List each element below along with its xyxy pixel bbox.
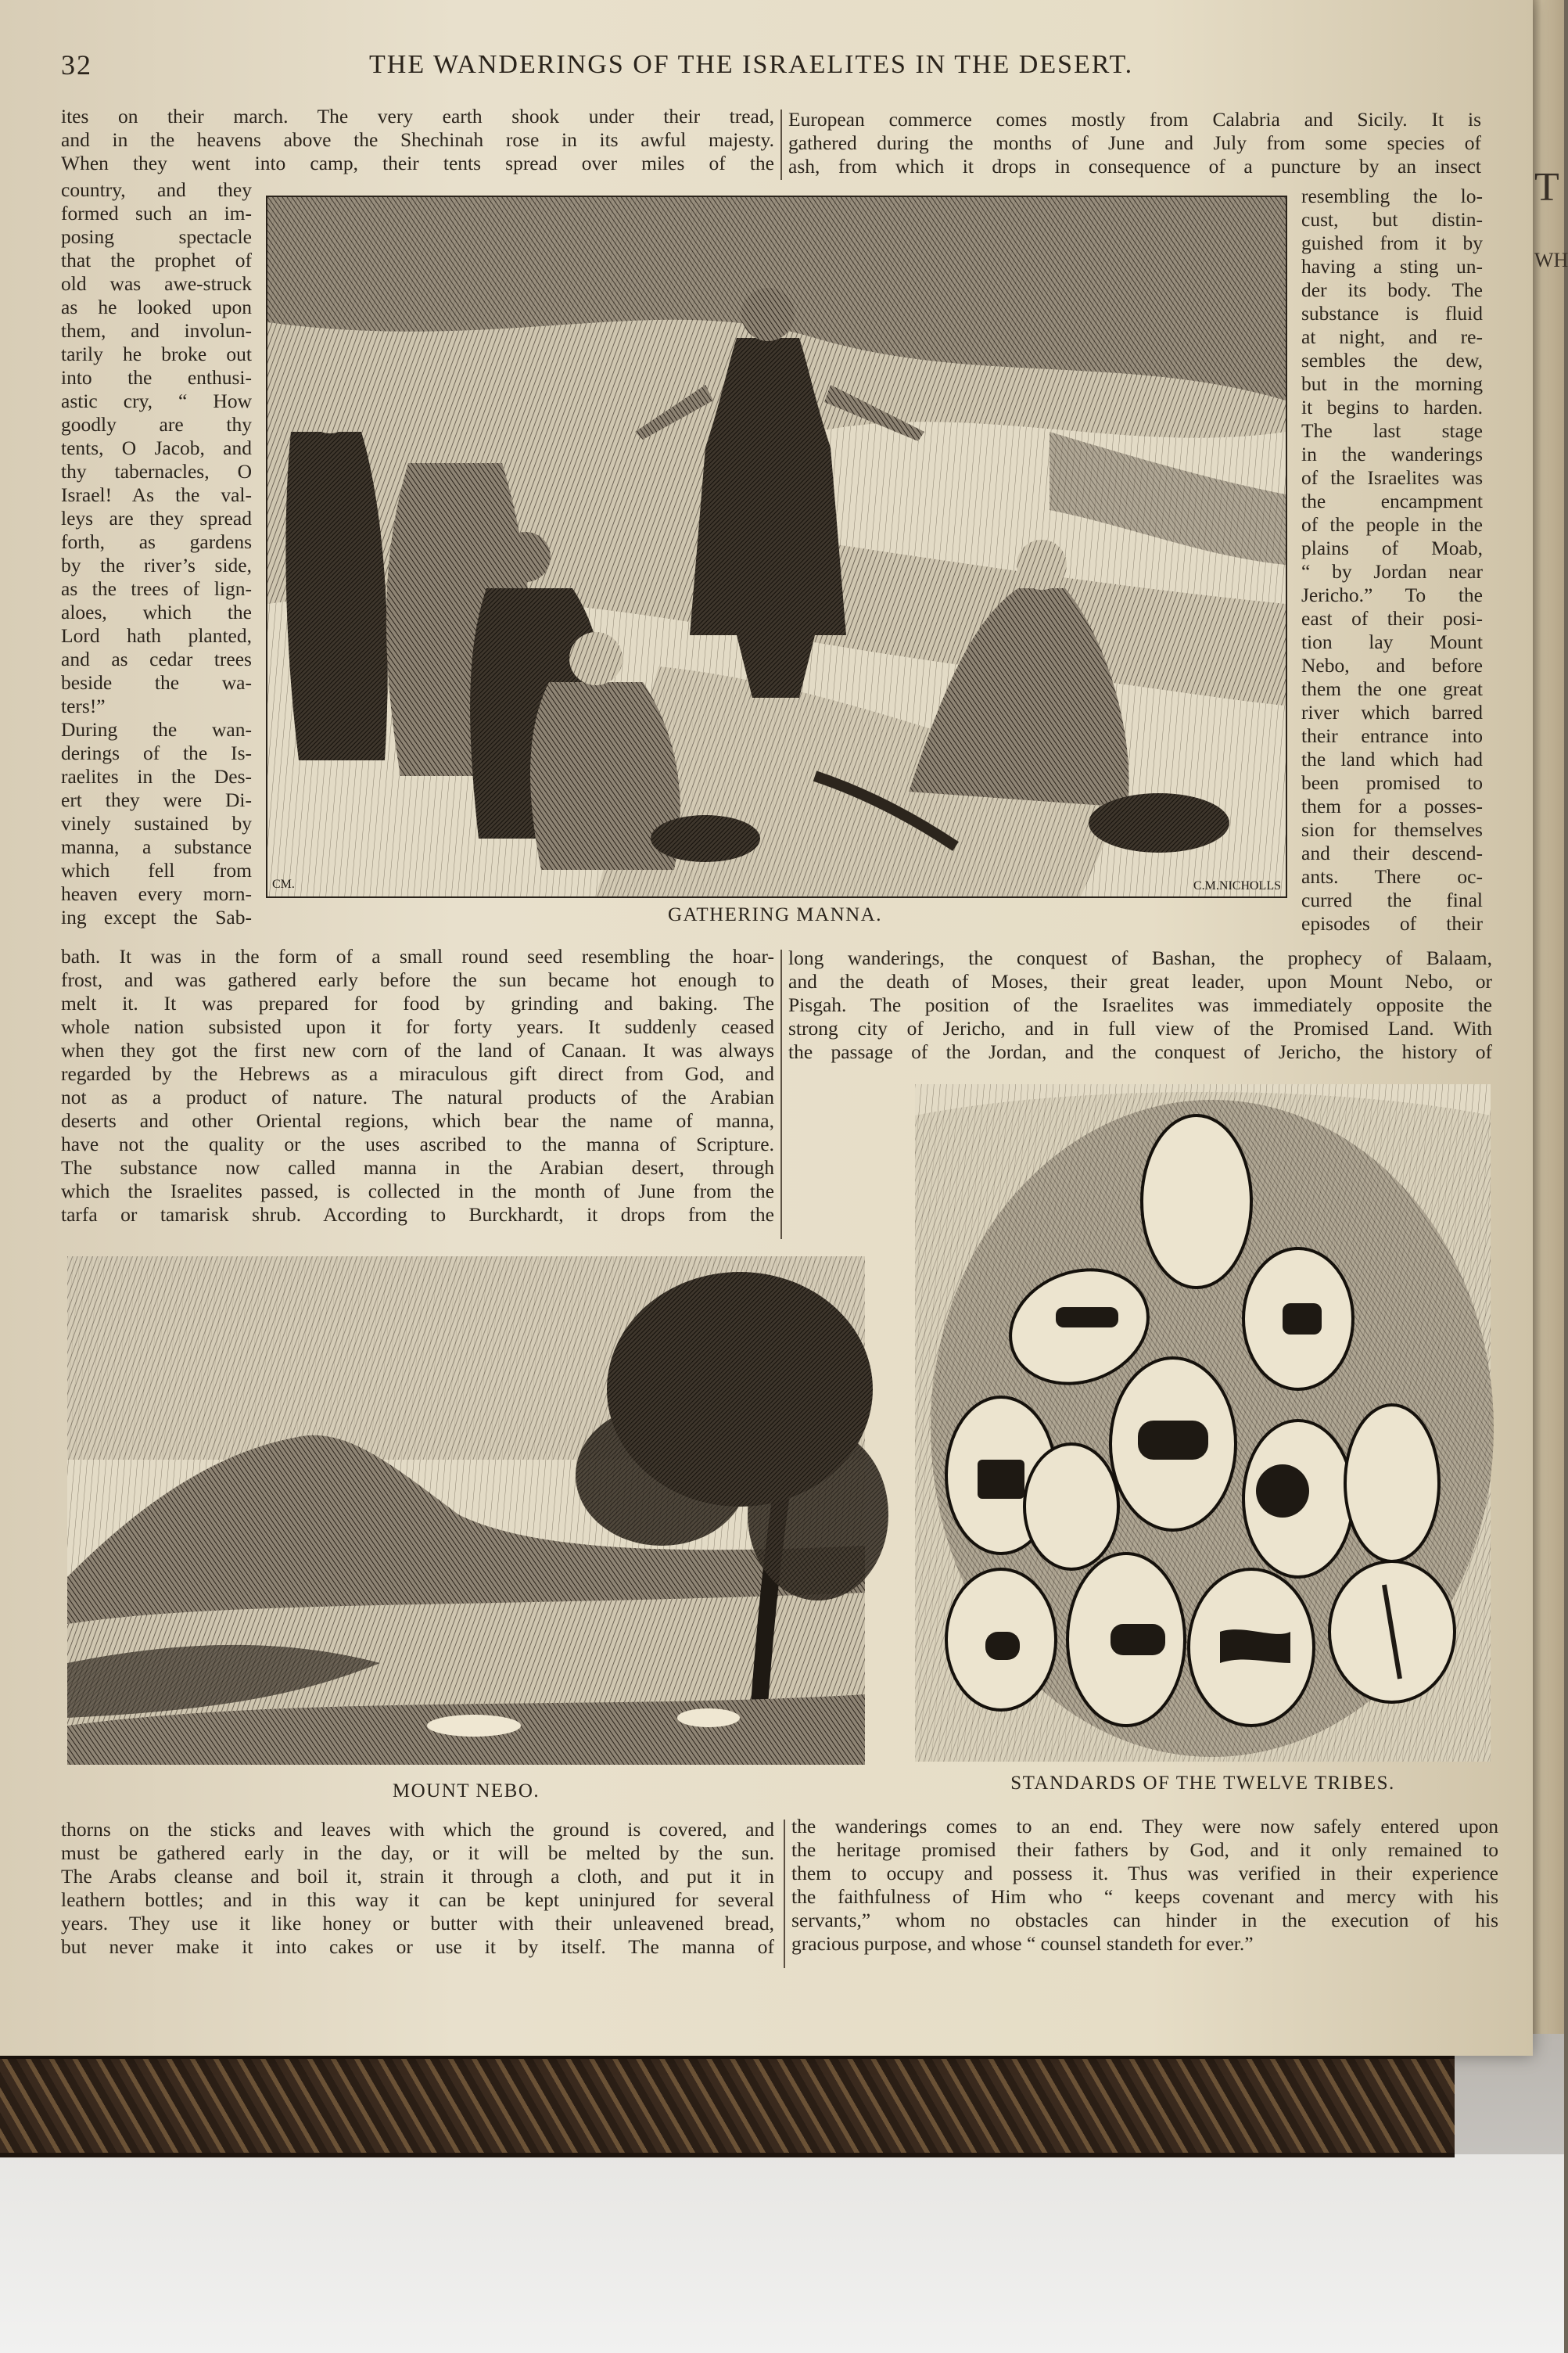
text-line: but never make it into cakes or use it by itself. The manna of: [61, 1935, 774, 1958]
text-line: servants,” whom no obstacles can hinder in the execution of his: [791, 1909, 1498, 1931]
text-line: thorns on the sticks and leaves with which the ground is covered, and: [61, 1818, 774, 1841]
text-line: the wanderings comes to an end. They were now safely entered upon: [791, 1815, 1498, 1837]
gathering-manna-caption: GATHERING MANNA.: [668, 904, 882, 925]
text-line: the faithfulness of Him who “ keeps covenant and mercy with his: [791, 1885, 1498, 1908]
text-line: ters!”: [61, 695, 106, 717]
text-line: substance is fluid: [1301, 302, 1483, 325]
text-line: the encampment: [1301, 490, 1483, 512]
text-line: frost, and was gathered early before the sun became hot enough to: [61, 968, 774, 991]
text-line: old was awe-struck: [61, 272, 252, 295]
text-line: vinely sustained by: [61, 812, 252, 835]
next-page-letter: T: [1534, 165, 1559, 210]
text-line: The substance now called manna in the Arabian desert, through: [61, 1156, 774, 1179]
text-line: the heritage promised their fathers by God, and it only remained to: [791, 1838, 1498, 1861]
standards-caption: STANDARDS OF THE TWELVE TRIBES.: [1010, 1773, 1395, 1794]
text-line: them, and involun-: [61, 319, 252, 342]
table-surface: [0, 2154, 1564, 2353]
text-line: tarily he broke out: [61, 343, 252, 365]
text-line: tion lay Mount: [1301, 630, 1483, 653]
text-line: goodly are thy: [61, 413, 252, 436]
text-line: Jericho.” To the: [1301, 584, 1483, 606]
text-line: by the river’s side,: [61, 554, 252, 577]
text-line: gathered during the months of June and July from some species of: [788, 131, 1481, 154]
text-line: which the Israelites passed, is collected in the month of June from the: [61, 1180, 774, 1202]
text-line: The last stage: [1301, 419, 1483, 442]
left-top-text: [61, 105, 774, 175]
column-rule: [780, 950, 782, 1239]
book-binding: [0, 2056, 1455, 2157]
text-line: and in the heavens above the Shechinah rose in its awful majesty.: [61, 128, 774, 151]
mount-nebo-caption: MOUNT NEBO.: [392, 1780, 540, 1802]
text-line: derings of the Is-: [61, 742, 252, 764]
text-line: been promised to: [1301, 771, 1483, 794]
right-middle-text: [788, 947, 1492, 1064]
text-line: and their descend-: [1301, 842, 1483, 864]
text-line: During the wan-: [61, 718, 252, 741]
next-page-letters: WH: [1534, 249, 1568, 271]
text-line: leys are they spread: [61, 507, 252, 530]
text-line: Pisgah. The position of the Israelites was immediately opposite the: [788, 993, 1492, 1016]
text-line: must be gathered early in the day, or it will be melted by the sun.: [61, 1841, 774, 1864]
left-bottom-text: [61, 1818, 774, 1959]
text-line: sion for themselves: [1301, 818, 1483, 841]
text-line: whole nation subsisted upon it for forty years. It suddenly ceased: [61, 1015, 774, 1038]
mount-nebo-engraving: [67, 1256, 865, 1765]
column-rule: [784, 1820, 785, 1968]
gathering-manna-illustration: [266, 196, 1287, 898]
text-line: country, and they: [61, 178, 252, 201]
text-line: raelites in the Des-: [61, 765, 252, 788]
tribal-standards-engraving: [915, 1084, 1491, 1762]
text-line: them for a posses-: [1301, 795, 1483, 817]
text-line: ing except the Sab-: [61, 906, 252, 929]
text-line: ert they were Di-: [61, 789, 252, 811]
text-line: strong city of Jericho, and in full view of the Promised Land. With: [788, 1017, 1492, 1040]
text-line: tents, O Jacob, and: [61, 436, 252, 459]
text-line: into the enthusi-: [61, 366, 252, 389]
text-line: in the wanderings: [1301, 443, 1483, 465]
text-line: years. They use it like honey or butter with their unleavened bread,: [61, 1912, 774, 1934]
text-line: which fell from: [61, 859, 252, 882]
engraver-signature: C.M.NICHOLLS: [1193, 879, 1281, 893]
text-line: Israel! As the val-: [61, 483, 252, 506]
text-line: as he looked upon: [61, 296, 252, 318]
text-line: east of their posi-: [1301, 607, 1483, 630]
text-line: When they went into camp, their tents spread over miles of the: [61, 152, 774, 174]
mount-nebo-illustration: [67, 1256, 865, 1765]
text-line: cust, but distin-: [1301, 208, 1483, 231]
page-header: [61, 48, 1195, 83]
text-line: it begins to harden.: [1301, 396, 1483, 419]
text-line: tarfa or tamarisk shrub. According to Burckhardt, it drops from the: [61, 1203, 774, 1226]
text-line: plains of Moab,: [1301, 537, 1483, 559]
text-line: manna, a substance: [61, 835, 252, 858]
text-line: of the people in the: [1301, 513, 1483, 536]
column-rule: [780, 110, 782, 180]
text-line: der its body. The: [1301, 278, 1483, 301]
text-line: Lord hath planted,: [61, 624, 252, 647]
text-line: them the one great: [1301, 677, 1483, 700]
text-line: having a sting un-: [1301, 255, 1483, 278]
standards-twelve-tribes-illustration: [915, 1084, 1491, 1762]
text-line: melt it. It was prepared for food by grinding and baking. The: [61, 992, 774, 1015]
text-line: resembling the lo-: [1301, 185, 1483, 207]
text-line: guished from it by: [1301, 232, 1483, 254]
text-line: regarded by the Hebrews as a miraculous gift direct from God, and: [61, 1062, 774, 1085]
right-bottom-text: [791, 1815, 1498, 1956]
right-narrow-text: [1301, 185, 1483, 936]
text-line: when they got the first new corn of the land of Canaan. It was always: [61, 1039, 774, 1062]
text-line: astic cry, “ How: [61, 390, 252, 412]
text-line: but in the morning: [1301, 372, 1483, 395]
text-line: as the trees of lign-: [61, 577, 252, 600]
text-line: ants. There oc-: [1301, 865, 1483, 888]
text-line: the land which had: [1301, 748, 1483, 771]
text-line: bath. It was in the form of a small round seed resembling the hoar-: [61, 945, 774, 968]
text-line: the passage of the Jordan, and the conquest of Jericho, the history of: [788, 1040, 1492, 1063]
text-line: sembles the dew,: [1301, 349, 1483, 372]
text-line: deserts and other Oriental regions, which bear the name of manna,: [61, 1109, 774, 1132]
text-line: and the death of Moses, their great leader, upon Mount Nebo, or: [788, 970, 1492, 993]
text-line: them to occupy and possess it. Thus was verified in their experience: [791, 1862, 1498, 1884]
text-line: have not the quality or the uses ascribed to the manna of Scripture.: [61, 1133, 774, 1155]
text-line: heaven every morn-: [61, 882, 252, 905]
text-line: “ by Jordan near: [1301, 560, 1483, 583]
text-line: river which barred: [1301, 701, 1483, 724]
text-line: their entrance into: [1301, 724, 1483, 747]
text-line: long wanderings, the conquest of Bashan, the prophecy of Balaam,: [788, 947, 1492, 969]
running-title: THE WANDERINGS OF THE ISRAELITES IN THE DESERT.: [369, 50, 1134, 79]
text-line: leathern bottles; and in this way it can be kept uninjured for several: [61, 1888, 774, 1911]
text-line: not as a product of nature. The natural products of the Arabian: [61, 1086, 774, 1108]
page-number: 32: [61, 49, 92, 81]
text-line: beside the wa-: [61, 671, 252, 694]
text-line: ites on their march. The very earth shook under their tread,: [61, 105, 774, 128]
text-line: forth, as gardens: [61, 530, 252, 553]
text-line: formed such an im-: [61, 202, 252, 225]
right-top-text: [788, 108, 1481, 178]
text-line: thy tabernacles, O: [61, 460, 252, 483]
text-line: and as cedar trees: [61, 648, 252, 670]
left-narrow-text: [61, 178, 252, 929]
text-line: that the prophet of: [61, 249, 252, 271]
text-line: gracious purpose, and whose “ counsel standeth for ever.”: [791, 1932, 1254, 1955]
text-line: curred the final: [1301, 889, 1483, 911]
text-line: The Arabs cleanse and boil it, strain it through a cloth, and put it in: [61, 1865, 774, 1888]
text-line: ash, from which it drops in consequence of a puncture by an insect: [788, 155, 1481, 178]
text-line: European commerce comes mostly from Calabria and Sicily. It is: [788, 108, 1481, 131]
text-line: episodes of their: [1301, 912, 1483, 935]
text-line: at night, and re-: [1301, 325, 1483, 348]
text-line: Nebo, and before: [1301, 654, 1483, 677]
text-line: aloes, which the: [61, 601, 252, 623]
text-line: of the Israelites was: [1301, 466, 1483, 489]
left-middle-text: [61, 945, 774, 1227]
gathering-manna-engraving: [267, 197, 1286, 896]
artist-monogram: CM.: [272, 878, 295, 891]
text-line: posing spectacle: [61, 225, 252, 248]
